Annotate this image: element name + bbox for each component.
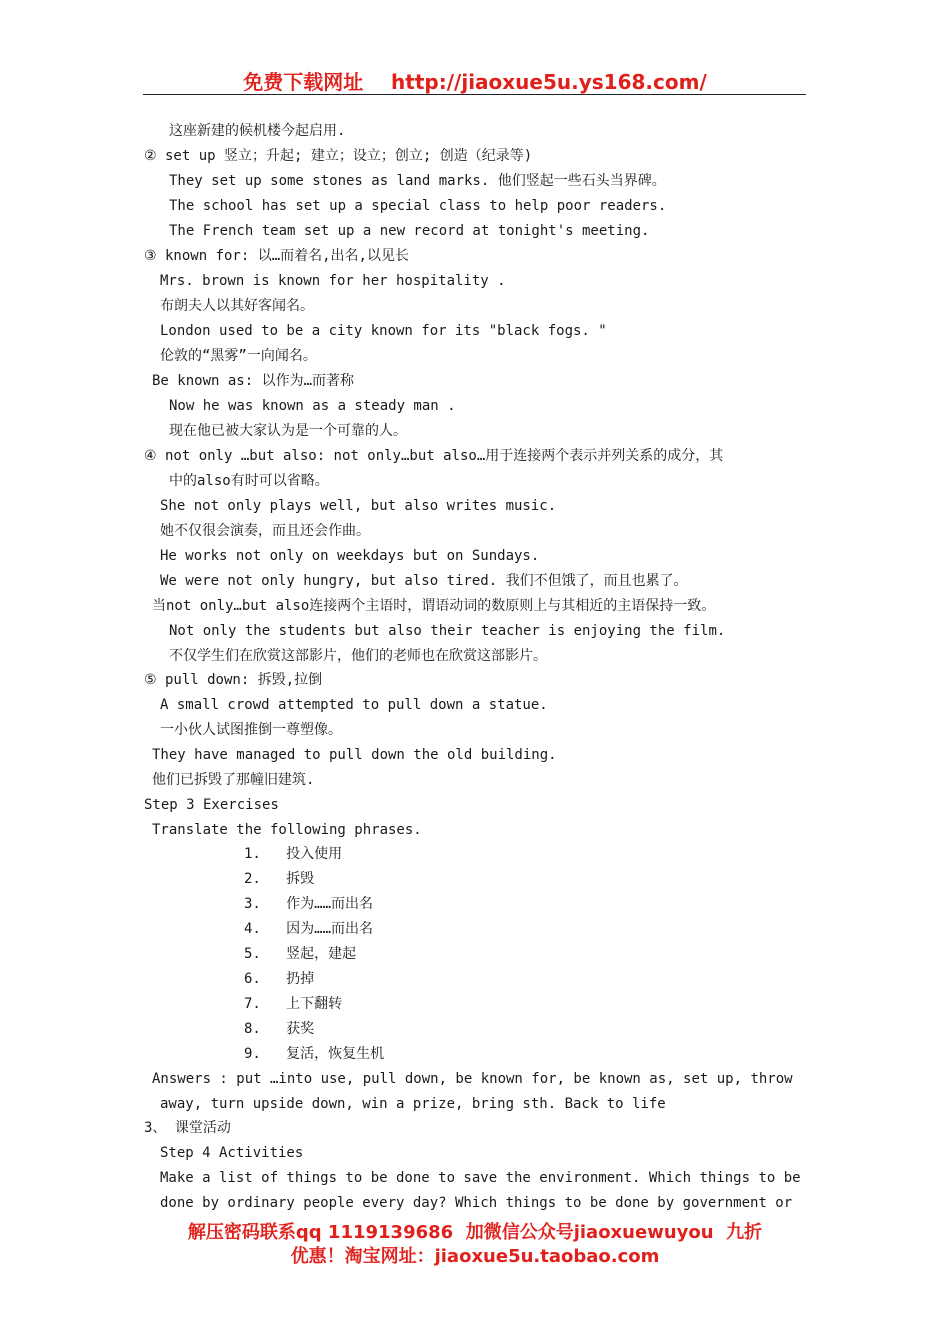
list-item: 2. 拆毁 <box>244 871 315 887</box>
list-item: 5. 竖起，建起 <box>244 946 357 962</box>
text-line: Answers : put …into use, pull down, be known for, be known as, set up, throw <box>152 1071 793 1087</box>
text-line: 她不仅很会演奏，而且还会作曲。 <box>160 523 370 539</box>
list-item: 4. 因为……而出名 <box>244 921 374 937</box>
list-item: 6. 扔掉 <box>244 971 315 987</box>
text-line: done by ordinary people every day? Which things to be done by government or <box>160 1195 793 1211</box>
text-line: away, turn upside down, win a prize, bring sth. Back to life <box>160 1096 666 1112</box>
text-line: ② set up 竖立；升起; 建立；设立；创立; 创造（纪录等) <box>144 148 533 164</box>
text-line: London used to be a city known for its "black fogs. " <box>160 323 607 339</box>
text-line: ④ not only …but also: not only…but also…用于连接两个表示并列关系的成分，其 <box>144 448 724 464</box>
text-line: The school has set up a special class to help poor readers. <box>169 198 667 214</box>
text-line: Be known as: 以作为…而著称 <box>152 373 355 389</box>
text-line: 这座新建的候机楼今起启用. <box>169 123 346 139</box>
text-line: 伦敦的“黑雾”一向闻名。 <box>160 348 317 364</box>
text-line: Not only the students but also their teacher is enjoying the film. <box>169 623 726 639</box>
text-line: We were not only hungry, but also tired. 我们不但饿了，而且也累了。 <box>160 573 688 589</box>
text-line: The French team set up a new record at tonight's meeting. <box>169 223 650 239</box>
list-item: 9. 复活，恢复生机 <box>244 1046 385 1062</box>
text-line: ⑤ pull down: 拆毁,拉倒 <box>144 672 323 688</box>
list-item: 3. 作为……而出名 <box>244 896 374 912</box>
header-divider <box>143 94 806 95</box>
text-line: 不仅学生们在欣赏这部影片，他们的老师也在欣赏这部影片。 <box>169 648 547 664</box>
footer-line-2: 优惠！淘宝网址：jiaoxue5u.taobao.com <box>290 1246 660 1267</box>
section-heading: Step 3 Exercises <box>144 797 279 813</box>
text-line: 中的also有时可以省略。 <box>169 473 329 489</box>
text-line: 现在他已被大家认为是一个可靠的人。 <box>169 423 407 439</box>
section-heading: 3、 课堂活动 <box>144 1120 231 1136</box>
list-item: 8. 获奖 <box>244 1021 315 1037</box>
footer-line-1: 解压密码联系qq 1119139686 加微信公众号jiaoxuewuyou 九折 <box>187 1222 763 1243</box>
text-line: Translate the following phrases. <box>152 822 422 838</box>
text-line: Make a list of things to be done to save the environment. Which things to be <box>160 1170 801 1186</box>
text-line: They have managed to pull down the old building. <box>152 747 557 763</box>
text-line: 一小伙人试图推倒一尊塑像。 <box>160 722 342 738</box>
text-line: 当not only…but also连接两个主语时，谓语动词的数原则上与其相近的主语保持一致。 <box>152 598 716 614</box>
text-line: 布朗夫人以其好客闻名。 <box>160 298 314 314</box>
text-line: 他们已拆毁了那幢旧建筑. <box>152 772 315 788</box>
header-title: 免费下载网址 http://jiaoxue5u.ys168.com/ <box>243 70 707 94</box>
text-line: He works not only on weekdays but on Sundays. <box>160 548 540 564</box>
text-line: They set up some stones as land marks. 他们竖起一些石头当界碑。 <box>169 173 666 189</box>
text-line: A small crowd attempted to pull down a statue. <box>160 697 548 713</box>
list-item: 1. 投入使用 <box>244 846 343 862</box>
text-line: Mrs. brown is known for her hospitality . <box>160 273 506 289</box>
text-line: Now he was known as a steady man . <box>169 398 456 414</box>
list-item: 7. 上下翻转 <box>244 996 343 1012</box>
text-line: ③ known for: 以…而着名,出名,以见长 <box>144 248 409 264</box>
text-line: Step 4 Activities <box>160 1145 304 1161</box>
text-line: She not only plays well, but also writes music. <box>160 498 557 514</box>
